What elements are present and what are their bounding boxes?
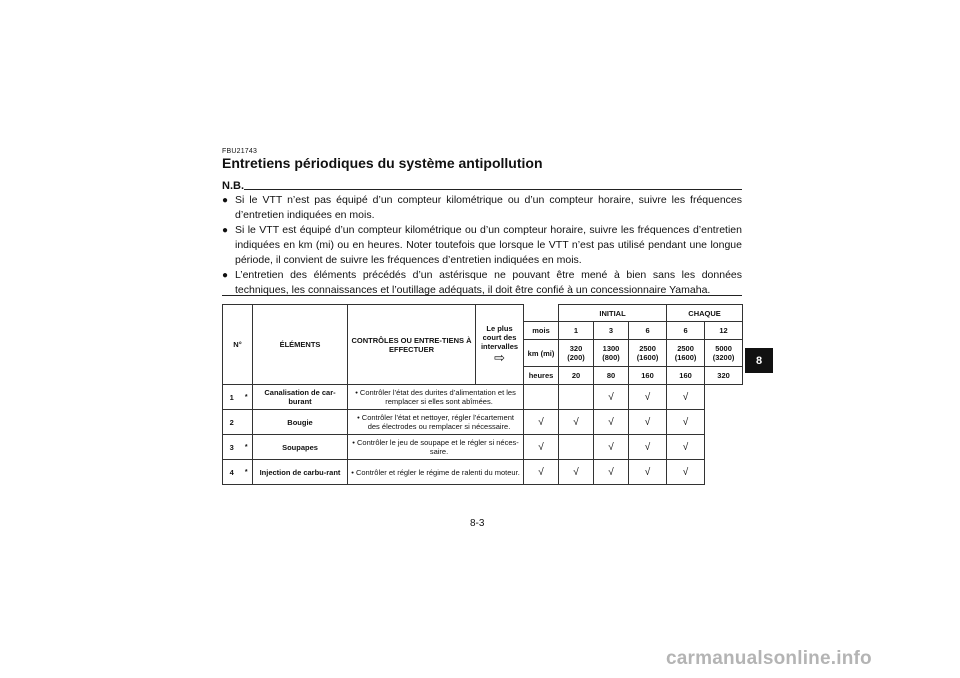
table-row: [223, 410, 743, 435]
check-mark: √: [559, 460, 594, 485]
note-end-divider: [222, 295, 742, 296]
operation-text: • Contrôler et régler le régime de ralenti du moteur.: [348, 460, 524, 485]
page-number: 8-3: [470, 518, 485, 529]
note-header: [222, 181, 742, 193]
check-mark: √: [667, 385, 705, 410]
table-row: [223, 385, 743, 410]
check-mark: √: [629, 460, 667, 485]
check-mark: √: [524, 460, 559, 485]
hours-value: 160: [629, 367, 667, 385]
item-name: Soupapes: [253, 435, 348, 460]
note-item: ● Si le VTT est équipé d’un compteur kilométrique ou d’un compteur horaire, suivre les fréquences d’entretien indiquées en km (mi) ou en heures. Noter toutefois que lorsque le VTT n’est pas utilisé pendant une longue période, il convient de suivre les fréquences d’entretien indiquées en mois.: [222, 224, 742, 266]
operation-text: • Contrôler l’état des durites d’alimentation et les remplacer si elles sont abîmées.: [348, 385, 524, 410]
check-mark: [524, 385, 559, 410]
bullet-icon: ●: [222, 270, 229, 281]
months-value: 3: [594, 322, 629, 340]
note-item: ● L’entretien des éléments précédés d’un astérisque ne pouvant être mené à bien sans les données techniques, les connaissances et l’outillage adéquats, il doit être confié à un concessionnaire Yamaha.: [222, 269, 742, 296]
months-value: 12: [705, 322, 743, 340]
asterisk-marker: *: [241, 435, 253, 460]
operation-text: • Contrôler le jeu de soupape et le régler si néces-saire.: [348, 435, 524, 460]
note-label: N.B.: [222, 180, 244, 192]
km-value: 2500 (1600): [667, 340, 705, 367]
months-value: 6: [667, 322, 705, 340]
table-row: [223, 435, 743, 460]
months-value: 1: [559, 322, 594, 340]
note-list: [222, 193, 742, 298]
check-mark: √: [594, 435, 629, 460]
check-mark: √: [667, 460, 705, 485]
row-number: 1: [223, 385, 241, 410]
km-value: 1300 (800): [594, 340, 629, 367]
note-divider: [244, 189, 742, 190]
hours-value: 20: [559, 367, 594, 385]
header-no: N°: [223, 305, 253, 385]
km-value: 5000 (3200): [705, 340, 743, 367]
page-title: Entretiens périodiques du système antipollution: [222, 155, 543, 171]
hours-value: 80: [594, 367, 629, 385]
header-initial: INITIAL: [559, 305, 667, 322]
maintenance-table: [222, 304, 743, 485]
header-operations: CONTRÔLES OU ENTRE-TIENS À EFFECTUER: [348, 305, 476, 385]
label-hours: heures: [524, 367, 559, 385]
row-number: 4: [223, 460, 241, 485]
operation-text: • Contrôler l’état et nettoyer, régler l’écartement des électrodes ou remplacer si nécessaire.: [348, 410, 524, 435]
asterisk-marker: *: [241, 385, 253, 410]
row-number: 2: [223, 410, 241, 435]
check-mark: √: [667, 410, 705, 435]
item-name: Injection de carbu-rant: [253, 460, 348, 485]
note-item: ● Si le VTT n’est pas équipé d’un compteur kilométrique ou d’un compteur horaire, suivre les fréquences d’entretien indiquées en mois.: [222, 194, 742, 221]
maintenance-table-container: [222, 304, 742, 487]
header-interval: [476, 305, 524, 385]
check-mark: √: [667, 435, 705, 460]
hours-value: 160: [667, 367, 705, 385]
check-mark: √: [629, 410, 667, 435]
check-mark: [559, 435, 594, 460]
row-number: 3: [223, 435, 241, 460]
check-mark: √: [524, 435, 559, 460]
check-mark: [559, 385, 594, 410]
check-mark: √: [524, 410, 559, 435]
check-mark: √: [629, 385, 667, 410]
item-name: Canalisation de car-burant: [253, 385, 348, 410]
check-mark: √: [594, 410, 629, 435]
asterisk-marker: *: [241, 460, 253, 485]
asterisk-marker: [241, 410, 253, 435]
table-row: [223, 460, 743, 485]
arrow-right-icon: ⇨: [494, 350, 505, 365]
header-items: ÉLÉMENTS: [253, 305, 348, 385]
section-tab: 8: [745, 348, 773, 373]
watermark: carmanualsonline.info: [666, 648, 872, 669]
doc-code: FBU21743: [222, 148, 258, 155]
check-mark: √: [594, 385, 629, 410]
header-every: CHAQUE: [667, 305, 743, 322]
check-mark: √: [559, 410, 594, 435]
check-mark: √: [594, 460, 629, 485]
label-months: mois: [524, 322, 559, 340]
km-value: 2500 (1600): [629, 340, 667, 367]
label-km: km (mi): [524, 340, 559, 367]
check-mark: √: [629, 435, 667, 460]
km-value: 320 (200): [559, 340, 594, 367]
hours-value: 320: [705, 367, 743, 385]
bullet-icon: ●: [222, 225, 229, 236]
item-name: Bougie: [253, 410, 348, 435]
interval-label: Le plus court des intervalles: [480, 324, 519, 351]
header-corner: [524, 305, 559, 322]
bullet-icon: ●: [222, 195, 229, 206]
months-value: 6: [629, 322, 667, 340]
